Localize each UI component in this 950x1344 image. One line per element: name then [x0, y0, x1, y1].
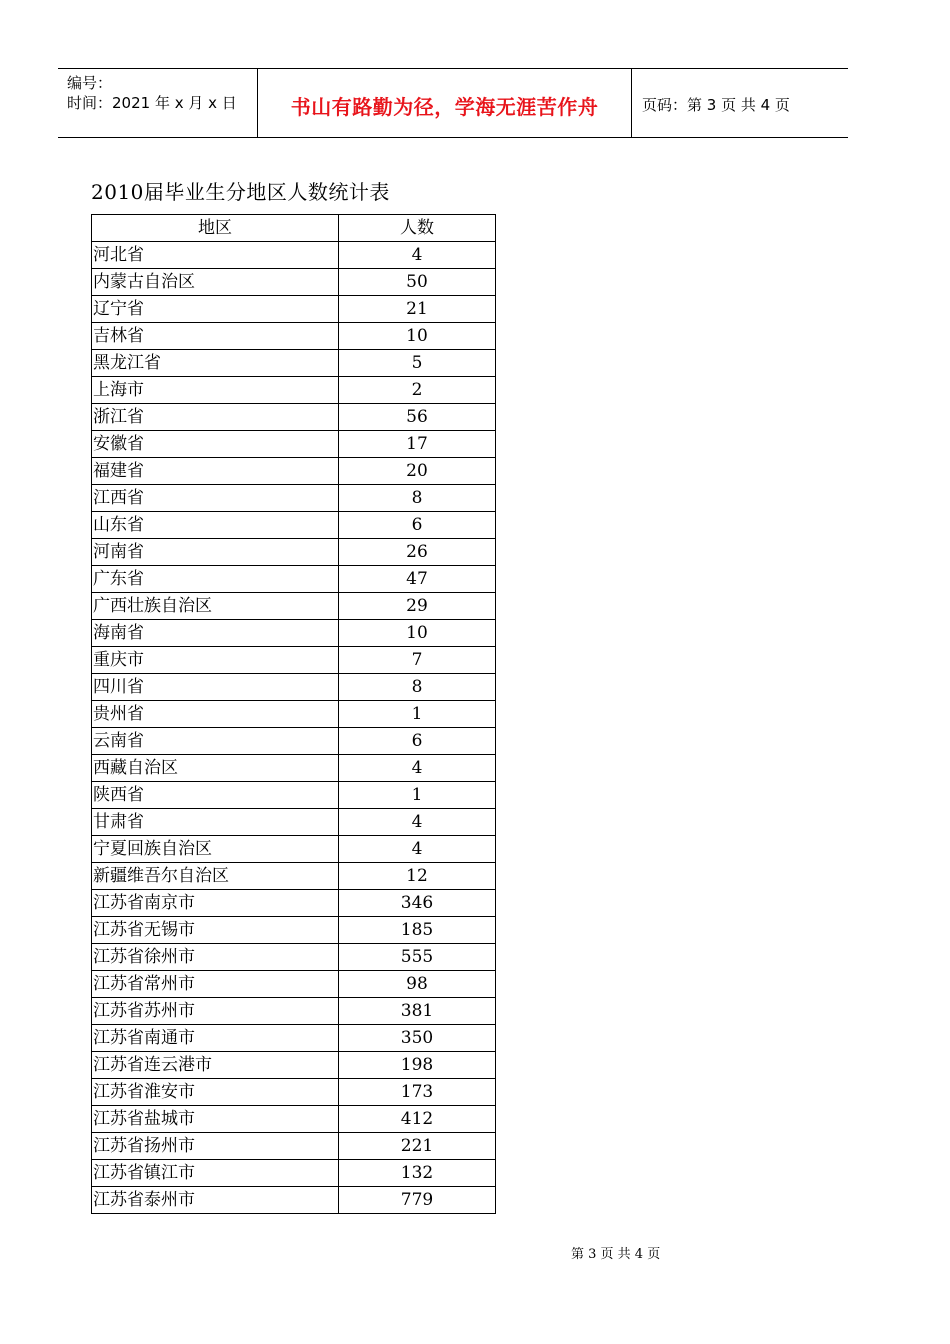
table-row	[92, 971, 496, 998]
region-cell: 江苏省扬州市	[92, 1133, 339, 1160]
table-row	[92, 728, 496, 755]
region-cell: 辽宁省	[92, 296, 339, 323]
region-cell: 河南省	[92, 539, 339, 566]
region-cell: 江苏省南京市	[92, 890, 339, 917]
region-cell: 内蒙古自治区	[92, 269, 339, 296]
region-stats-table	[91, 214, 496, 1214]
table-row	[92, 242, 496, 269]
count-cell: 4	[339, 809, 496, 836]
footer-page-number: 第 3 页 共 4 页	[571, 1247, 661, 1262]
table-row	[92, 701, 496, 728]
region-cell: 山东省	[92, 512, 339, 539]
region-cell: 新疆维吾尔自治区	[92, 863, 339, 890]
region-cell: 福建省	[92, 458, 339, 485]
count-cell: 50	[339, 269, 496, 296]
document-title: 2010届毕业生分地区人数统计表	[91, 180, 390, 204]
number-label: 编号：	[67, 74, 113, 92]
table-row	[92, 1052, 496, 1079]
table-row	[92, 350, 496, 377]
count-cell: 6	[339, 512, 496, 539]
region-cell: 西藏自治区	[92, 755, 339, 782]
region-cell: 上海市	[92, 377, 339, 404]
table-row	[92, 917, 496, 944]
table-row	[92, 593, 496, 620]
table-row	[92, 782, 496, 809]
count-cell: 1	[339, 782, 496, 809]
table-body	[92, 242, 496, 1214]
region-cell: 宁夏回族自治区	[92, 836, 339, 863]
region-cell: 江苏省南通市	[92, 1025, 339, 1052]
count-cell: 56	[339, 404, 496, 431]
count-cell: 221	[339, 1133, 496, 1160]
count-cell: 198	[339, 1052, 496, 1079]
region-cell: 安徽省	[92, 431, 339, 458]
count-cell: 4	[339, 836, 496, 863]
table-header-row	[92, 215, 496, 242]
region-cell: 重庆市	[92, 647, 339, 674]
region-cell: 海南省	[92, 620, 339, 647]
table-row	[92, 755, 496, 782]
time-label: 时间：2021 年 x 月 x 日	[67, 94, 237, 112]
count-cell: 2	[339, 377, 496, 404]
count-cell: 20	[339, 458, 496, 485]
region-cell: 甘肃省	[92, 809, 339, 836]
table-row	[92, 836, 496, 863]
count-cell: 21	[339, 296, 496, 323]
table-row	[92, 890, 496, 917]
table-row	[92, 323, 496, 350]
header-motto-cell	[258, 69, 632, 137]
region-cell: 江苏省苏州市	[92, 998, 339, 1025]
count-cell: 185	[339, 917, 496, 944]
count-cell: 350	[339, 1025, 496, 1052]
count-cell: 555	[339, 944, 496, 971]
region-cell: 江苏省盐城市	[92, 1106, 339, 1133]
table-row	[92, 998, 496, 1025]
table-row	[92, 269, 496, 296]
count-cell: 381	[339, 998, 496, 1025]
count-cell: 47	[339, 566, 496, 593]
table-row	[92, 458, 496, 485]
count-cell: 26	[339, 539, 496, 566]
count-cell: 29	[339, 593, 496, 620]
column-header-region: 地区	[92, 215, 339, 242]
column-header-count: 人数	[339, 215, 496, 242]
count-cell: 8	[339, 674, 496, 701]
region-cell: 江苏省泰州市	[92, 1187, 339, 1214]
table-row	[92, 620, 496, 647]
region-cell: 黑龙江省	[92, 350, 339, 377]
table-row	[92, 647, 496, 674]
region-cell: 江苏省常州市	[92, 971, 339, 998]
table-row	[92, 296, 496, 323]
table-row	[92, 485, 496, 512]
count-cell: 4	[339, 242, 496, 269]
count-cell: 4	[339, 755, 496, 782]
table-row	[92, 1187, 496, 1214]
table-row	[92, 431, 496, 458]
count-cell: 8	[339, 485, 496, 512]
count-cell: 17	[339, 431, 496, 458]
region-cell: 江苏省淮安市	[92, 1079, 339, 1106]
table-row	[92, 1160, 496, 1187]
region-cell: 江苏省镇江市	[92, 1160, 339, 1187]
table-row	[92, 809, 496, 836]
table-row	[92, 944, 496, 971]
table-row	[92, 512, 496, 539]
count-cell: 10	[339, 323, 496, 350]
table-row	[92, 1133, 496, 1160]
count-cell: 5	[339, 350, 496, 377]
table-row	[92, 1025, 496, 1052]
page-code: 页码：第 3 页 共 4 页	[642, 95, 790, 114]
table-row	[92, 539, 496, 566]
region-cell: 广东省	[92, 566, 339, 593]
table-row	[92, 377, 496, 404]
count-cell: 132	[339, 1160, 496, 1187]
table-row	[92, 404, 496, 431]
count-cell: 6	[339, 728, 496, 755]
count-cell: 1	[339, 701, 496, 728]
count-cell: 173	[339, 1079, 496, 1106]
region-cell: 江苏省无锡市	[92, 917, 339, 944]
table-row	[92, 863, 496, 890]
count-cell: 12	[339, 863, 496, 890]
header-page-code-cell	[632, 69, 848, 137]
region-cell: 广西壮族自治区	[92, 593, 339, 620]
region-cell: 云南省	[92, 728, 339, 755]
count-cell: 779	[339, 1187, 496, 1214]
region-cell: 河北省	[92, 242, 339, 269]
region-cell: 贵州省	[92, 701, 339, 728]
count-cell: 412	[339, 1106, 496, 1133]
count-cell: 346	[339, 890, 496, 917]
region-cell: 江西省	[92, 485, 339, 512]
header-meta	[58, 69, 258, 137]
table-row	[92, 1106, 496, 1133]
count-cell: 7	[339, 647, 496, 674]
page-header	[58, 68, 848, 138]
count-cell: 10	[339, 620, 496, 647]
region-cell: 江苏省连云港市	[92, 1052, 339, 1079]
table-row	[92, 674, 496, 701]
region-cell: 四川省	[92, 674, 339, 701]
motto: 书山有路勤为径，学海无涯苦作舟	[290, 94, 599, 119]
region-cell: 吉林省	[92, 323, 339, 350]
region-cell: 江苏省徐州市	[92, 944, 339, 971]
region-cell: 浙江省	[92, 404, 339, 431]
table-row	[92, 1079, 496, 1106]
table-row	[92, 566, 496, 593]
region-cell: 陕西省	[92, 782, 339, 809]
count-cell: 98	[339, 971, 496, 998]
